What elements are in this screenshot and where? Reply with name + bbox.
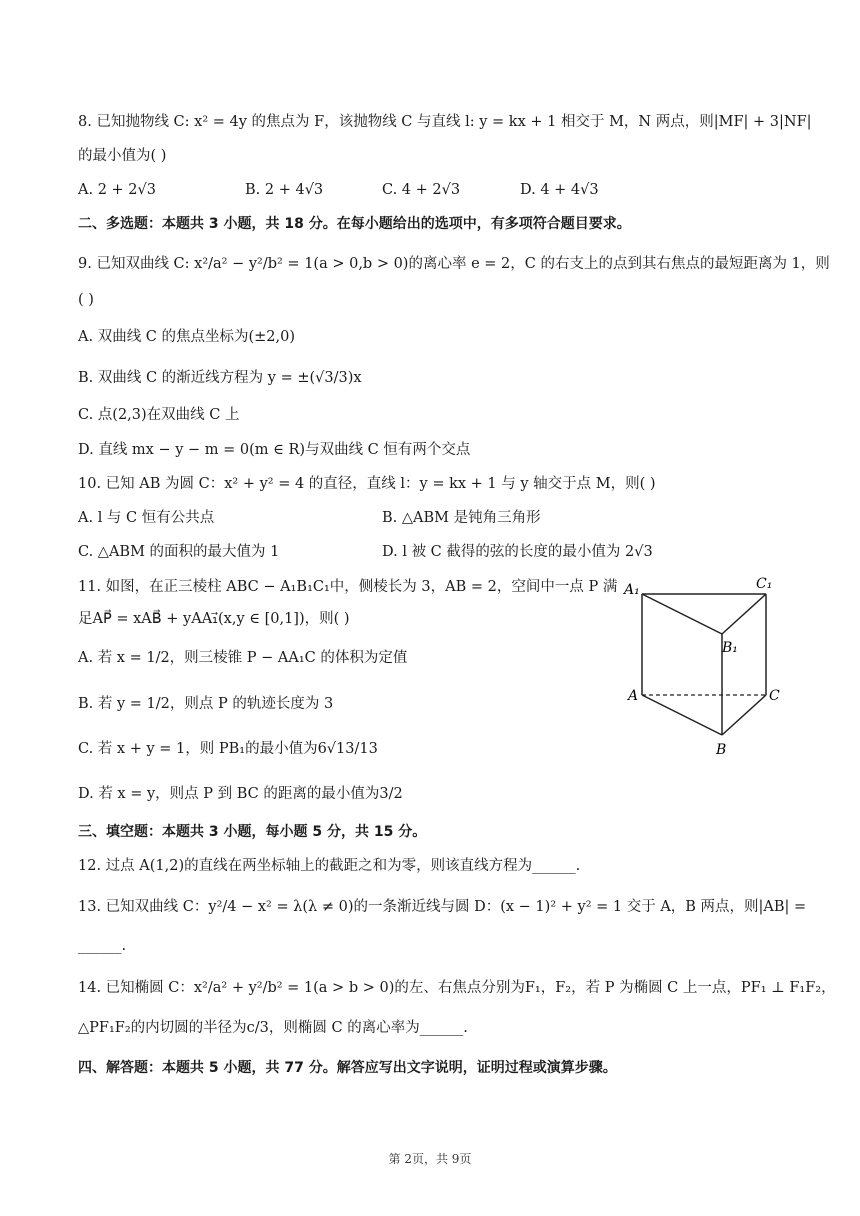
q11-line2: 足AP⃗ = xAB⃗ + yAA₁⃗(x,y ∈ [0,1])，则( ) xyxy=(78,611,350,627)
q14-line1: 14. 已知椭圆 C：x²/a² + y²/b² = 1(a > b > 0)的左、右焦点分别为F₁，F₂，若 P 为椭圆 C 上一点，PF₁ ⊥ F₁F₂， xyxy=(78,980,836,996)
q8-option-b: B. 2 + 4√3 xyxy=(245,182,324,198)
label-a: A xyxy=(628,688,639,704)
q10-option-b: B. △ABM 是钝角三角形 xyxy=(382,510,541,526)
label-b: B xyxy=(716,742,727,758)
section-2-heading: 二、多选题：本题共 3 小题，共 18 分。在每小题给出的选项中，有多项符合题目要求。 xyxy=(78,216,631,232)
q13-line2: ______. xyxy=(78,938,127,954)
q10-option-d: D. l 被 C 截得的弦的长度的最小值为 2√3 xyxy=(382,544,653,560)
q11-option-c: C. 若 x + y = 1，则 PB₁的最小值为6√13/13 xyxy=(78,741,378,757)
edge-a1b1 xyxy=(642,594,722,634)
q9-option-c: C. 点(2,3)在双曲线 C 上 xyxy=(78,407,240,423)
edge-bc xyxy=(722,695,766,735)
page-footer: 第 2页，共 9页 xyxy=(388,1152,472,1166)
q9-option-a: A. 双曲线 C 的焦点坐标为(±2,0) xyxy=(78,329,296,345)
label-b1: B₁ xyxy=(722,640,738,656)
label-c1: C₁ xyxy=(756,576,773,592)
q9-option-b: B. 双曲线 C 的渐近线方程为 y = ±(√3/3)x xyxy=(78,370,362,386)
section-4-heading: 四、解答题：本题共 5 小题，共 77 分。解答应写出文字说明，证明过程或演算步骤。 xyxy=(78,1060,617,1076)
q8-option-c: C. 4 + 2√3 xyxy=(382,182,461,198)
q8-option-d: D. 4 + 4√3 xyxy=(520,182,599,198)
triangular-prism-figure xyxy=(620,572,790,762)
q10-option-c: C. △ABM 的面积的最大值为 1 xyxy=(78,544,280,560)
q8-line2: 的最小值为( ) xyxy=(78,148,167,164)
q9-line2: ( ) xyxy=(78,292,94,308)
q9-option-d: D. 直线 mx − y − m = 0(m ∈ R)与双曲线 C 恒有两个交点 xyxy=(78,442,471,458)
q8-line1: 8. 已知抛物线 C: x² = 4y 的焦点为 F，该抛物线 C 与直线 l: y = kx + 1 相交于 M，N 两点，则|MF| + 3|NF| xyxy=(78,114,812,130)
q11-line1: 11. 如图，在正三棱柱 ABC − A₁B₁C₁中，侧棱长为 3，AB = 2，空间中一点 P 满 xyxy=(78,579,618,595)
q10-line1: 10. 已知 AB 为圆 C：x² + y² = 4 的直径，直线 l：y = kx + 1 与 y 轴交于点 M，则( ) xyxy=(78,476,656,492)
q11-option-a: A. 若 x = 1/2，则三棱锥 P − AA₁C 的体积为定值 xyxy=(78,650,408,666)
edge-ab xyxy=(642,695,722,735)
q9-line1: 9. 已知双曲线 C: x²/a² − y²/b² = 1(a > 0,b > 0)的离心率 e = 2，C 的右支上的点到其右焦点的最短距离为 1，则 xyxy=(78,256,830,272)
label-a1: A₁ xyxy=(624,582,640,598)
section-3-heading: 三、填空题：本题共 3 小题，每小题 5 分，共 15 分。 xyxy=(78,824,427,840)
q8-option-a: A. 2 + 2√3 xyxy=(78,182,156,198)
q14-line2: △PF₁F₂的内切圆的半径为c/3，则椭圆 C 的离心率为______. xyxy=(78,1020,468,1036)
label-c: C xyxy=(769,688,780,704)
q13-line1: 13. 已知双曲线 C：y²/4 − x² = λ(λ ≠ 0)的一条渐近线与圆 D：(x − 1)² + y² = 1 交于 A，B 两点，则|AB| = xyxy=(78,899,807,915)
edge-b1c1 xyxy=(722,594,766,634)
q11-option-d: D. 若 x = y，则点 P 到 BC 的距离的最小值为3/2 xyxy=(78,786,403,802)
q12-line: 12. 过点 A(1,2)的直线在两坐标轴上的截距之和为零，则该直线方程为______. xyxy=(78,858,581,874)
q11-option-b: B. 若 y = 1/2，则点 P 的轨迹长度为 3 xyxy=(78,696,334,712)
q10-option-a: A. l 与 C 恒有公共点 xyxy=(78,510,215,526)
